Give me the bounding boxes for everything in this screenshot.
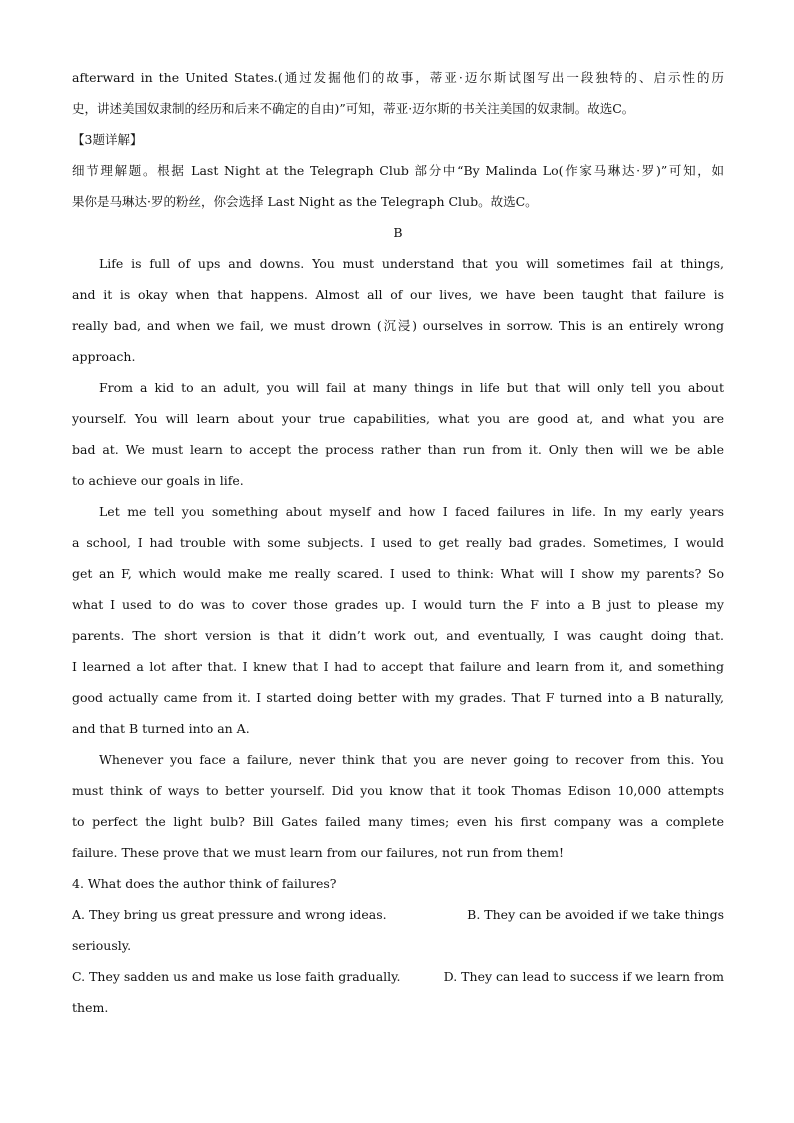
passage-label: B	[393, 225, 403, 240]
passage-line: Let me tell you something about myself and how I faced failures in life. In my early years	[99, 504, 724, 519]
passage-line: and it is okay when that happens. Almost all of our lives, we have been taught that failure is	[72, 287, 724, 302]
passage-line: bad at. We must learn to accept the process rather than run from it. Only then will we be able	[72, 442, 724, 457]
question-4-stem: 4. What does the author think of failures?	[72, 876, 337, 891]
question-4-options-row-cd	[72, 961, 724, 992]
option-d-continued: them.	[72, 1000, 109, 1015]
option-c: C. They sadden us and make us lose faith gradually.	[72, 969, 401, 984]
passage-line: what I used to do was to cover those grades up. I would turn the F into a B just to please my	[72, 597, 724, 612]
passage-line: good actually came from it. I started doing better with my grades. That F turned into a B naturally,	[72, 690, 724, 705]
q3-explanation-line: 细节理解题。根据 Last Night at the Telegraph Club 部分中“By Malinda Lo(作家马琳达·罗)”可知，如	[72, 163, 724, 178]
option-b: B. They can be avoided if we take things	[467, 907, 724, 922]
option-d: D. They can lead to success if we learn from	[443, 969, 724, 984]
answer-text-line: 史，讲述美国奴隶制的经历和后来不确定的自由)”可知，蒂亚·迈尔斯的书关注美国的奴隶制。故选C。	[72, 101, 635, 116]
option-a: A. They bring us great pressure and wrong ideas.	[72, 907, 387, 922]
option-b-continued: seriously.	[72, 938, 132, 953]
passage-line: approach.	[72, 349, 136, 364]
passage-line: yourself. You will learn about your true capabilities, what you are good at, and what you are	[72, 411, 724, 426]
passage-line: Whenever you face a failure, never think that you are never going to recover from this. You	[99, 752, 724, 767]
answer-text-line: afterward in the United States.(通过发掘他们的故事，蒂亚·迈尔斯试图写出一段独特的、启示性的历	[72, 70, 724, 85]
passage-line: really bad, and when we fail, we must drown (沉浸) ourselves in sorrow. This is an entirely wrong	[72, 318, 724, 333]
passage-line: and that B turned into an A.	[72, 721, 250, 736]
passage-line: Life is full of ups and downs. You must understand that you will sometimes fail at things,	[99, 256, 724, 271]
passage-line: get an F, which would make me really scared. I used to think: What will I show my parents? So	[72, 566, 724, 581]
passage-line: to achieve our goals in life.	[72, 473, 244, 488]
document-page	[72, 62, 724, 1023]
passage-line: must think of ways to better yourself. Did you know that it took Thomas Edison 10,000 attempts	[72, 783, 724, 798]
passage-line: failure. These prove that we must learn from our failures, not run from them!	[72, 845, 564, 860]
passage-line: From a kid to an adult, you will fail at many things in life but that will only tell you about	[99, 380, 724, 395]
q3-heading: 【3题详解】	[72, 132, 143, 147]
passage-line: a school, I had trouble with some subjects. I used to get really bad grades. Sometimes, I would	[72, 535, 724, 550]
q3-explanation-line: 果你是马琳达·罗的粉丝，你会选择 Last Night as the Telegraph Club。故选C。	[72, 194, 538, 209]
question-4-options-row-ab	[72, 899, 724, 930]
passage-line: parents. The short version is that it didn’t work out, and eventually, I was caught doing that.	[72, 628, 724, 643]
passage-line: I learned a lot after that. I knew that I had to accept that failure and learn from it, and something	[72, 659, 724, 674]
passage-line: to perfect the light bulb? Bill Gates failed many times; even his first company was a complete	[72, 814, 724, 829]
